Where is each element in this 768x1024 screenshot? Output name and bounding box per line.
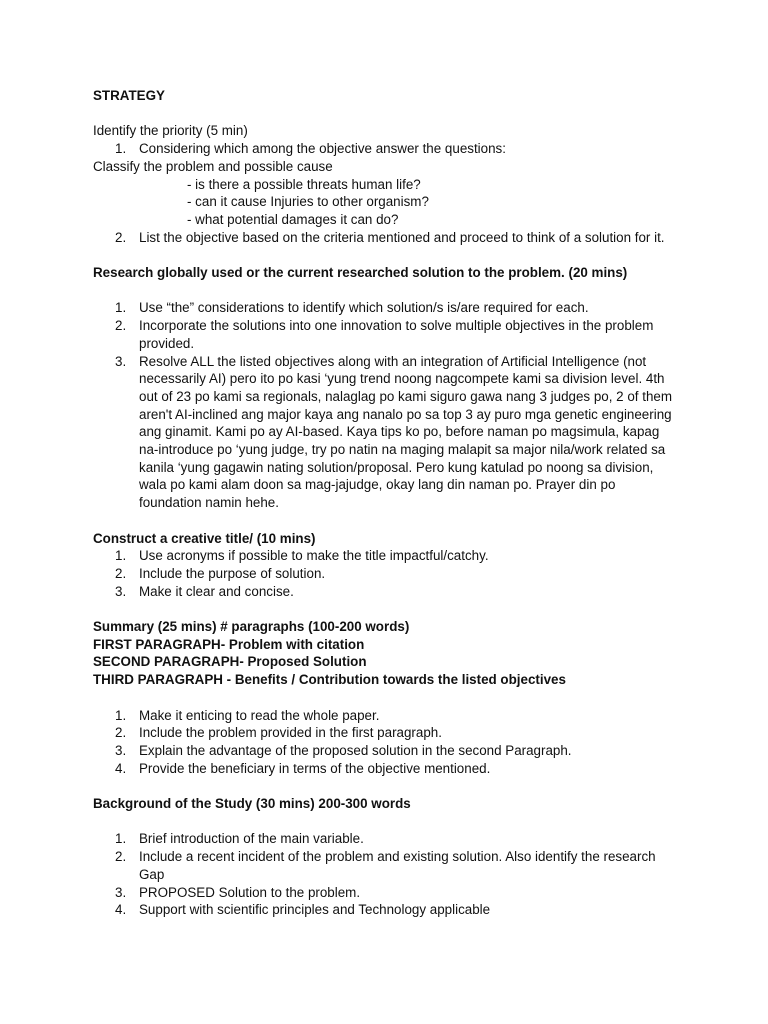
list-item xyxy=(93,742,673,760)
background-list xyxy=(93,830,673,919)
spacer xyxy=(93,600,673,618)
spacer xyxy=(93,282,673,300)
research-heading: Research globally used or the current researched solution to the problem. (20 mins) xyxy=(93,265,628,280)
spacer xyxy=(93,246,673,264)
list-text: List the objective based on the criteria mentioned and proceed to think of a solution for it. xyxy=(139,229,665,245)
spacer xyxy=(93,777,673,795)
list-item xyxy=(93,565,673,583)
list-item xyxy=(93,901,673,919)
list-item xyxy=(93,884,673,902)
list-text: Include the purpose of solution. xyxy=(139,565,326,581)
summary-heading: Summary (25 mins) # paragraphs (100-200 words) xyxy=(93,619,410,635)
list-text: Explain the advantage of the proposed solution in the second Paragraph. xyxy=(139,742,572,758)
list-item xyxy=(93,299,673,317)
background-heading: Background of the Study (30 mins) 200-300 words xyxy=(93,796,411,812)
spacer xyxy=(93,105,673,123)
research-list xyxy=(93,299,673,511)
spacer xyxy=(93,512,673,530)
list-item xyxy=(93,830,673,848)
list-text: Brief introduction of the main variable. xyxy=(139,831,364,847)
priority-heading: Identify the priority (5 min) xyxy=(93,123,248,139)
priority-list xyxy=(93,140,673,158)
summary-first-paragraph: FIRST PARAGRAPH- Problem with citation xyxy=(93,636,365,652)
dash-item: - can it cause Injuries to other organism? xyxy=(187,194,429,210)
list-number: 1. xyxy=(115,707,127,723)
list-item xyxy=(93,229,673,247)
list-number: 1. xyxy=(115,300,127,316)
list-number: 1. xyxy=(115,141,127,157)
strategy-title: STRATEGY xyxy=(93,88,165,103)
list-number: 3. xyxy=(115,742,127,758)
list-text: Use “the” considerations to identify which solution/s is/are required for each. xyxy=(139,300,589,316)
list-text: Include a recent incident of the problem and existing solution. Also identify the research Gap xyxy=(139,849,656,882)
list-number: 1. xyxy=(115,548,127,564)
list-item xyxy=(93,353,673,512)
spacer xyxy=(93,813,673,831)
list-number: 3. xyxy=(115,583,127,599)
list-number: 4. xyxy=(115,902,127,918)
spacer xyxy=(93,689,673,707)
list-item xyxy=(93,140,673,158)
list-number: 4. xyxy=(115,760,127,776)
classify-line: Classify the problem and possible cause xyxy=(93,158,333,174)
document-page xyxy=(93,87,673,919)
list-item xyxy=(93,724,673,742)
list-number: 3. xyxy=(115,353,127,369)
list-item xyxy=(93,760,673,778)
list-text: Include the problem provided in the first paragraph. xyxy=(139,725,442,741)
list-item xyxy=(93,547,673,565)
list-item xyxy=(93,583,673,601)
title-heading: Construct a creative title/ (10 mins) xyxy=(93,530,316,546)
list-text: Resolve ALL the listed objectives along with an integration of Artificial Intelligence (not necessarily AI) pero ito po kasi ‘yung trend noong nagcompete kami sa division level. 4th out of 23 po kami sa regionals, nalaglag po kami siguro gawa nang 3 judges po, 2 of them aren't AI-inclined ang major kaya ang nanalo po sa top 3 ay puro mga genetic engineering ang ginamit. Kami po ay AI-based. Kaya tips ko po, before naman po magsimula, kapag na-introduce po ‘yung judge, try po natin na maging malapit sa major nila/work related sa kanila ‘yung gagawin nating solution/proposal. Pero kung katulad po noong sa division, wala po kami alam doon sa mag-jajudge, okay lang din naman po. Prayer din po foundation namin hehe. xyxy=(139,353,672,511)
list-text: Use acronyms if possible to make the title impactful/catchy. xyxy=(139,548,489,564)
title-list xyxy=(93,547,673,600)
list-number: 2. xyxy=(115,565,127,581)
list-text: Make it clear and concise. xyxy=(139,583,294,599)
list-number: 3. xyxy=(115,884,127,900)
list-number: 2. xyxy=(115,318,127,334)
list-number: 2. xyxy=(115,725,127,741)
list-text: PROPOSED Solution to the problem. xyxy=(139,884,361,900)
dash-item: - is there a possible threats human life? xyxy=(187,176,421,192)
list-number: 2. xyxy=(115,229,127,245)
summary-list xyxy=(93,707,673,778)
list-text: Considering which among the objective answer the questions: xyxy=(139,141,506,157)
summary-third-paragraph: THIRD PARAGRAPH - Benefits / Contribution towards the listed objectives xyxy=(93,672,566,688)
list-text: Make it enticing to read the whole paper. xyxy=(139,707,380,723)
list-number: 2. xyxy=(115,849,127,865)
dash-item: - what potential damages it can do? xyxy=(187,211,399,227)
list-item xyxy=(93,707,673,725)
list-number: 1. xyxy=(115,831,127,847)
list-text: Support with scientific principles and Technology applicable xyxy=(139,902,491,918)
list-text: Provide the beneficiary in terms of the objective mentioned. xyxy=(139,760,491,776)
priority-list-continued xyxy=(93,229,673,247)
list-item xyxy=(93,848,673,883)
list-item xyxy=(93,317,673,352)
summary-second-paragraph: SECOND PARAGRAPH- Proposed Solution xyxy=(93,654,367,670)
list-text: Incorporate the solutions into one innovation to solve multiple objectives in the problem provided. xyxy=(139,318,654,351)
